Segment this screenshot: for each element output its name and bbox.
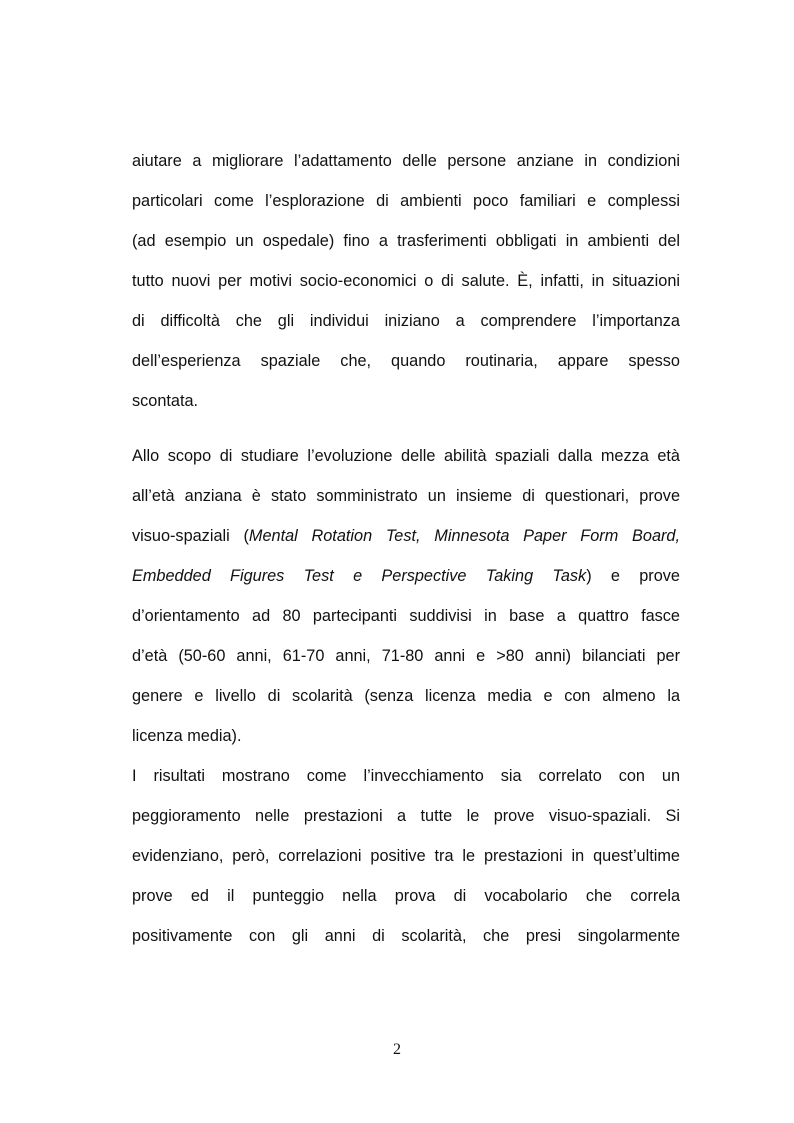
text-line: (ad esempio un ospedale) fino a trasferimenti obbligati in ambienti del bbox=[132, 232, 680, 250]
text-line bbox=[132, 566, 680, 606]
text-line: dell’esperienza spaziale che, quando routinaria, appare spesso bbox=[132, 352, 680, 370]
text-line: evidenziano, però, correlazioni positive tra le prestazioni in quest’ultime bbox=[132, 847, 680, 865]
text-line: scontata. bbox=[132, 392, 199, 410]
paragraph-intro bbox=[132, 151, 680, 431]
text-line: peggioramento nelle prestazioni a tutte le prove visuo-spaziali. Si bbox=[132, 807, 680, 825]
text-line: Allo scopo di studiare l’evoluzione delle abilità spaziali dalla mezza età bbox=[132, 447, 680, 465]
text-line bbox=[132, 526, 680, 566]
text-line: genere e livello di scolarità (senza licenza media e con almeno la bbox=[132, 687, 680, 705]
text-segment: ) e prove bbox=[586, 567, 680, 585]
text-line: positivamente con gli anni di scolarità, che presi singolarmente bbox=[132, 927, 680, 945]
text-line: particolari come l’esplorazione di ambienti poco familiari e complessi bbox=[132, 192, 680, 210]
text-line: aiutare a migliorare l’adattamento delle persone anziane in condizioni bbox=[132, 152, 680, 170]
text-line: d’orientamento ad 80 partecipanti suddivisi in base a quattro fasce bbox=[132, 607, 680, 625]
text-line: licenza media). bbox=[132, 727, 242, 745]
paragraph-method bbox=[132, 446, 680, 766]
text-line: all’età anziana è stato somministrato un insieme di questionari, prove bbox=[132, 487, 680, 505]
test-names-italic: Embedded Figures Test e Perspective Taking Task bbox=[132, 567, 587, 585]
text-line: d’età (50-60 anni, 61-70 anni, 71-80 anni e >80 anni) bilanciati per bbox=[132, 647, 680, 665]
text-line: I risultati mostrano come l’invecchiamento sia correlato con un bbox=[132, 767, 680, 785]
test-names-italic: Mental Rotation Test, Minnesota Paper Form Board, bbox=[248, 527, 680, 545]
page-number: 2 bbox=[393, 1041, 401, 1058]
text-line: prove ed il punteggio nella prova di vocabolario che correla bbox=[132, 887, 680, 905]
text-line: tutto nuovi per motivi socio-economici o di salute. È, infatti, in situazioni bbox=[132, 272, 680, 290]
text-segment: visuo-spaziali ( bbox=[132, 527, 249, 545]
paragraph-results bbox=[132, 766, 680, 966]
text-line: di difficoltà che gli individui iniziano a comprendere l’importanza bbox=[132, 312, 680, 330]
